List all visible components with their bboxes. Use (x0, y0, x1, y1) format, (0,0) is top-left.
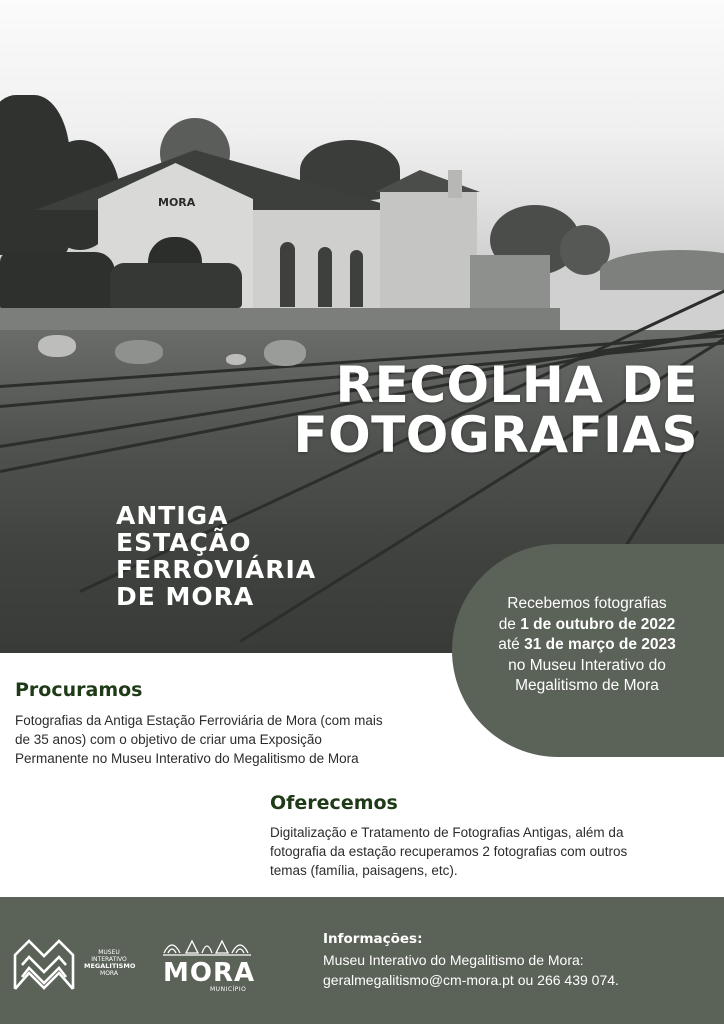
window-2 (318, 247, 332, 307)
date-badge (452, 544, 724, 757)
date-badge-line-5: Megalitismo de Mora (515, 677, 659, 694)
date-badge-line-2 (452, 615, 722, 636)
main-title (293, 356, 698, 464)
museu-logo-line: MUSEU (98, 949, 120, 956)
municipio-emblem (162, 935, 252, 957)
museu-logo-line: MEGALITISMO (84, 962, 136, 970)
municipio-logo-word: MORA (163, 958, 256, 988)
subtitle-line-3: FERROVIÁRIA (116, 555, 317, 584)
museu-logo-line: MORA (100, 970, 118, 977)
sheep (38, 335, 76, 357)
oferecemos-text (270, 823, 627, 880)
procuramos-line-3: Permanente no Museu Interativo do Megalitismo de Mora (15, 751, 359, 766)
hill-right (600, 250, 724, 290)
procuramos-line-2: de 35 anos) com o objetivo de criar uma Exposição (15, 732, 322, 747)
oferecemos-line-1: Digitalização e Tratamento de Fotografias Antigas, além da (270, 825, 624, 840)
date-prefix: até (498, 636, 525, 653)
museu-logo-line: INTERATIVO (91, 956, 127, 963)
oferecemos-title: Oferecemos (270, 792, 398, 814)
subtitle-line-2: ESTAÇÃO (116, 528, 252, 557)
end-date: 31 de março de 2023 (524, 636, 676, 653)
procuramos-line-1: Fotografias da Antiga Estação Ferroviária de Mora (com mais (15, 713, 383, 728)
start-date: 1 de outubro de 2022 (520, 615, 676, 633)
subtitle-line-1: ANTIGA (116, 501, 229, 530)
info-title: Informações: (323, 931, 423, 947)
covered-cargo (0, 252, 115, 310)
sheep (226, 354, 246, 365)
date-badge-line-1: Recebemos fotografias (507, 595, 667, 612)
procuramos-title: Procuramos (15, 679, 143, 701)
footer (0, 897, 724, 1024)
municipio-logo-sub: MUNICÍPIO (210, 986, 247, 993)
procuramos-text (15, 711, 383, 768)
covered-cargo-2 (110, 263, 242, 308)
platform-canopy (470, 255, 550, 313)
second-building-roof (375, 170, 480, 192)
chimney (448, 170, 462, 198)
museu-megalitismo-logo (13, 935, 75, 991)
subtitle-line-4: DE MORA (116, 582, 255, 611)
second-building (380, 190, 477, 315)
museu-logo-text (84, 949, 134, 977)
date-prefix: de (498, 615, 521, 633)
date-badge-line-3 (452, 635, 722, 656)
subtitle (116, 502, 316, 610)
main-title-line-2: FOTOGRAFIAS (293, 406, 698, 464)
contact-line: geralmegalitismo@cm-mora.pt ou 266 439 074. (323, 972, 619, 988)
station-sign: MORA (158, 196, 196, 209)
oferecemos-line-3: temas (família, paisagens, etc). (270, 863, 458, 878)
date-badge-line-4: no Museu Interativo do (508, 656, 666, 674)
oferecemos-line-2: fotografia da estação recuperamos 2 fotografias com outros (270, 844, 628, 859)
main-title-line-1: RECOLHA DE (335, 356, 698, 414)
sheep (115, 340, 163, 364)
window-1 (280, 242, 295, 307)
window-3 (350, 250, 363, 307)
info-line-1: Museu Interativo do Megalitismo de Mora: (323, 952, 584, 968)
